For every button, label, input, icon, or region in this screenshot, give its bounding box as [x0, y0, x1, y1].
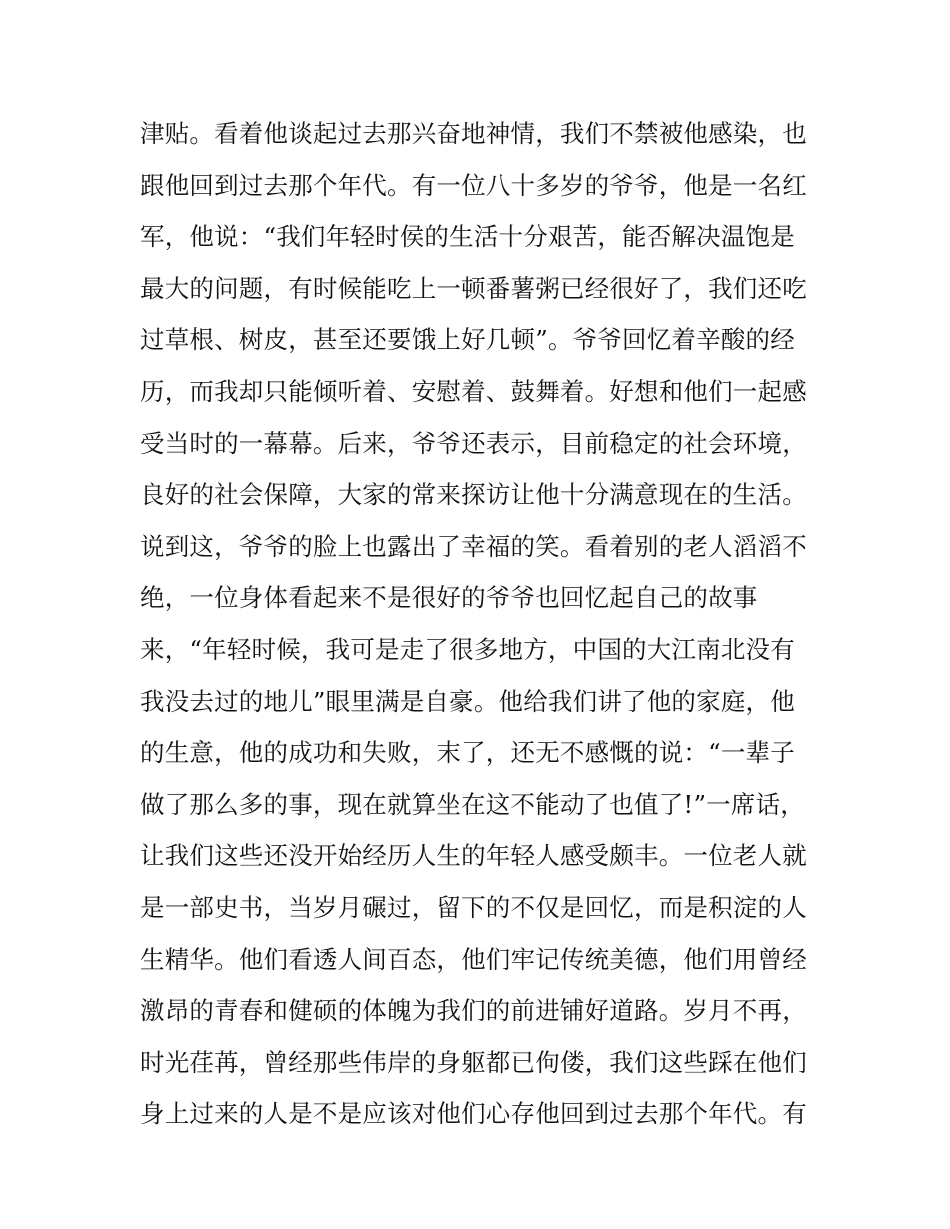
text-line-2: 跟他回到过去那个年代。有一位八十多岁的爷爷，他是一名红	[140, 170, 807, 200]
body-text	[140, 108, 830, 1140]
text-line-17: 生精华。他们看透人间百态，他们牢记传统美德，他们用曾经	[140, 944, 807, 974]
text-line-19: 时光荏苒，曾经那些伟岸的身躯都已佝偻，我们这些踩在他们	[140, 1047, 807, 1077]
text-line-3: 军，他说：“我们年轻时侯的生活十分艰苦，能否解决温饱是	[140, 222, 795, 252]
text-line-12: 我没去过的地儿”眼里满是自豪。他给我们讲了他的家庭，他	[140, 686, 795, 716]
text-line-6: 历，而我却只能倾听着、安慰着、鼓舞着。好想和他们一起感	[140, 376, 807, 406]
text-line-13: 的生意，他的成功和失败，末了，还无不感慨的说：“一辈子	[140, 738, 795, 768]
text-line-11: 来，“年轻时候，我可是走了很多地方，中国的大江南北没有	[140, 634, 795, 664]
text-line-10: 绝，一位身体看起来不是很好的爷爷也回忆起自己的故事	[140, 583, 758, 613]
text-line-16: 是一部史书，当岁月碾过，留下的不仅是回忆，而是积淀的人	[140, 892, 807, 922]
text-line-1: 津贴。看着他谈起过去那兴奋地神情，我们不禁被他感染，也	[140, 119, 807, 148]
text-line-5: 过草根、树皮，甚至还要饿上好几顿”。爷爷回忆着辛酸的经	[140, 325, 795, 355]
text-line-15: 让我们这些还没开始经历人生的年轻人感受颇丰。一位老人就	[140, 841, 807, 871]
text-line-18: 激昂的青春和健硕的体魄为我们的前进铺好道路。岁月不再，	[140, 996, 807, 1026]
text-line-8: 良好的社会保障，大家的常来探访让他十分满意现在的生活。	[140, 480, 807, 510]
text-line-14: 做了那么多的事，现在就算坐在这不能动了也值了!”一席话，	[140, 789, 805, 819]
text-line-9: 说到这，爷爷的脸上也露出了幸福的笑。看着别的老人滔滔不	[140, 531, 807, 561]
text-line-20: 身上过来的人是不是应该对他们心存他回到过去那个年代。有	[140, 1099, 807, 1129]
text-line-7: 受当时的一幕幕。后来，爷爷还表示，目前稳定的社会环境，	[140, 428, 807, 458]
text-line-4: 最大的问题，有时候能吃上一顿番薯粥已经很好了，我们还吃	[140, 273, 807, 303]
